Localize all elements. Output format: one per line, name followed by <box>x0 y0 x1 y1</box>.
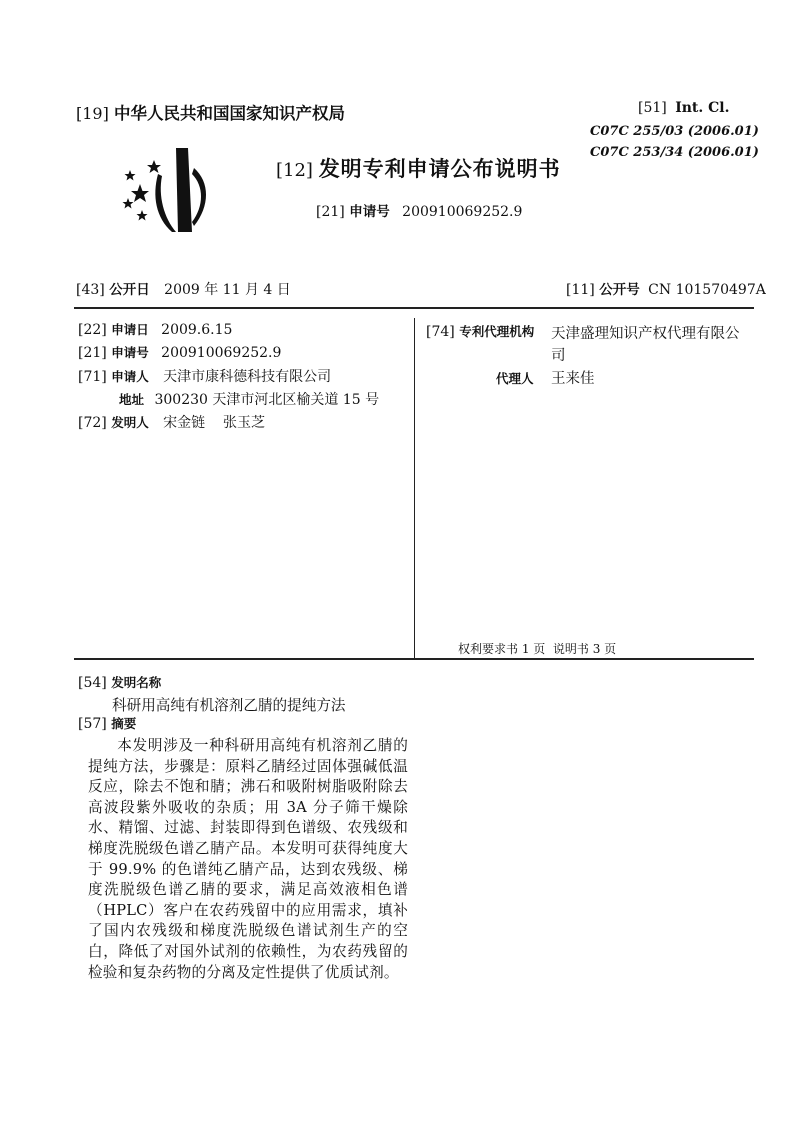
agency-value-line1: 天津盛理知识产权代理有限公 <box>551 326 740 342</box>
address-line <box>119 389 379 409</box>
agency-label: 专利代理机构 <box>459 324 535 339</box>
applicant-code: [71] <box>78 369 107 385</box>
pub-no-code: [11] <box>566 282 595 298</box>
int-cl-code: [51] <box>638 100 667 116</box>
inventor-code: [72] <box>78 415 107 431</box>
bib-appno-label: 申请号 <box>111 345 149 360</box>
invention-title-heading <box>78 673 161 691</box>
agent-value: 王来佳 <box>551 371 595 387</box>
office-header <box>76 100 345 124</box>
appno-value: 200910069252.9 <box>402 204 523 220</box>
inventor-label: 发明人 <box>111 415 149 430</box>
pub-no-label: 公开号 <box>599 282 640 298</box>
filing-code: [22] <box>78 322 107 338</box>
agency-line <box>426 322 534 340</box>
filing-label: 申请日 <box>111 322 149 337</box>
middle-divider <box>74 658 754 660</box>
office-code: [19] <box>76 104 109 123</box>
applicant-line <box>78 366 331 386</box>
bib-appno-code: [21] <box>78 345 107 361</box>
appno-code: [21] <box>316 204 345 220</box>
application-number-line <box>316 200 522 220</box>
pub-no-value: CN 101570497A <box>648 282 766 298</box>
int-cl-item-2: C07C 253/34 (2006.01) <box>590 145 759 160</box>
abstract-heading <box>78 714 136 732</box>
cnipa-logo-icon <box>118 146 214 234</box>
bib-appno-value: 200910069252.9 <box>161 345 282 361</box>
appno-label: 申请号 <box>349 204 390 220</box>
abstract-code: [57] <box>78 716 107 732</box>
pub-date-label: 公开日 <box>109 282 150 298</box>
title-label: 发明名称 <box>111 675 162 690</box>
doc-type-code: [12] <box>276 160 313 181</box>
int-cl-heading <box>638 100 729 116</box>
top-divider <box>74 307 754 309</box>
publication-date-line <box>76 278 291 299</box>
pub-date-code: [43] <box>76 282 105 298</box>
column-divider <box>414 318 415 658</box>
filing-value: 2009.6.15 <box>161 322 233 338</box>
doc-type-title: 发明专利申请公布说明书 <box>318 157 561 181</box>
abstract-text: 本发明涉及一种科研用高纯有机溶剂乙腈的提纯方法，步骤是：原料乙腈经过固体强碱低温反应，除去不饱和腈；沸石和吸附树脂吸附除去高波段紫外吸收的杂质；用 3A 分子筛干燥除水、精馏、过滤、封装即得到色谱级、农残级和梯度洗脱级色谱乙腈产品。本发明可获得纯度大于 99.9% 的色谱纯乙腈产品，达到农残级、梯度洗脱级色谱乙腈的要求，满足高效液相色谱（HPLC）客户在农药残留中的应用需求，填补了国内农残级和梯度洗脱级色谱试剂生产的空白，降低了对国外试剂的依赖性，为农药残留的检验和复杂药物的分离及定性提供了优质试剂。 <box>88 737 408 981</box>
pages-note: 权利要求书 1 页 说明书 3 页 <box>458 642 617 656</box>
address-label: 地址 <box>119 392 145 407</box>
int-cl-item-1: C07C 255/03 (2006.01) <box>590 124 759 139</box>
doc-type-heading <box>276 153 561 183</box>
applicant-label: 申请人 <box>111 369 149 384</box>
bib-appno-line <box>78 343 281 361</box>
agency-value-line2: 司 <box>551 348 566 364</box>
inventor-value: 宋金链 张玉芝 <box>163 415 265 431</box>
address-value: 300230 天津市河北区榆关道 15 号 <box>154 392 380 408</box>
pub-date-value: 2009 年 11 月 4 日 <box>164 282 291 298</box>
publication-number-line <box>566 278 766 298</box>
applicant-value: 天津市康科德科技有限公司 <box>163 369 332 385</box>
agent-label: 代理人 <box>496 371 534 386</box>
inventor-line <box>78 412 265 432</box>
office-name: 中华人民共和国国家知识产权局 <box>113 104 345 123</box>
agency-code: [74] <box>426 324 455 340</box>
abstract-label: 摘要 <box>111 716 137 731</box>
invention-title: 科研用高纯有机溶剂乙腈的提纯方法 <box>112 697 346 714</box>
filing-date-line <box>78 320 232 338</box>
title-code: [54] <box>78 675 107 691</box>
int-cl-label: Int. Cl. <box>675 100 730 116</box>
